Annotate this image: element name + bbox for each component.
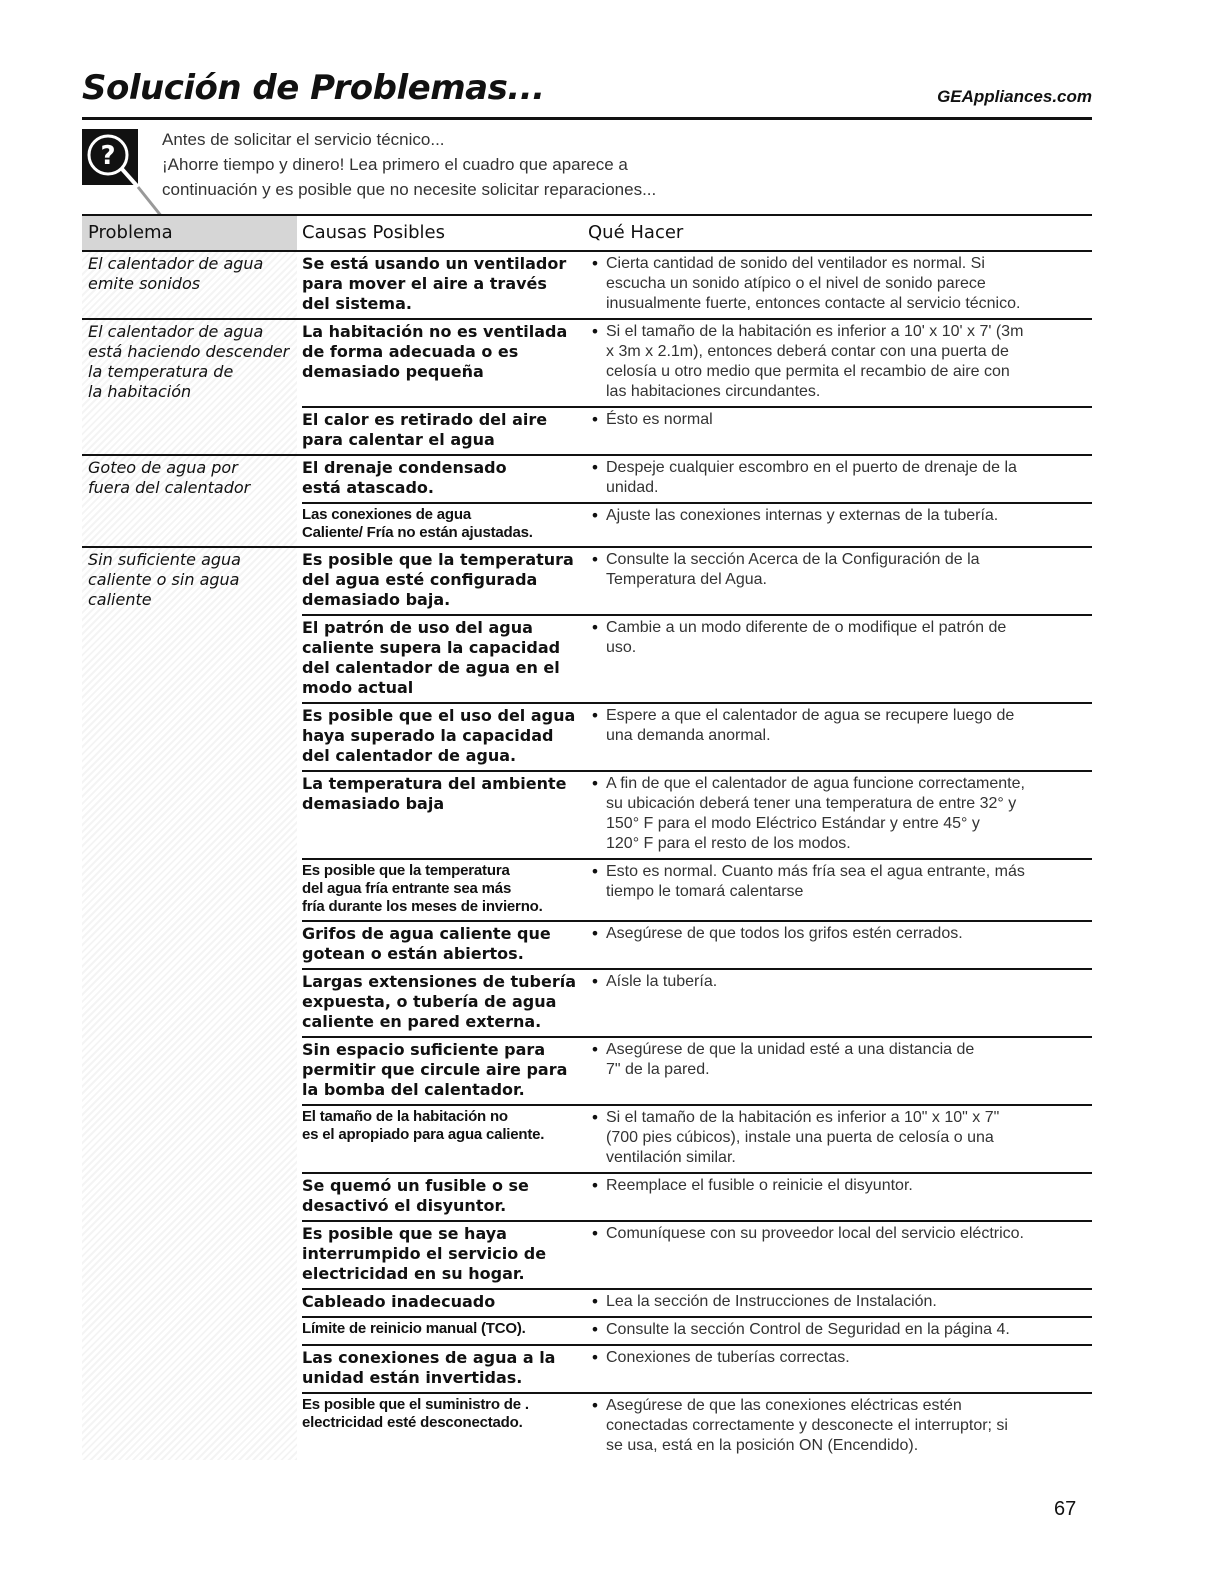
action-cell <box>606 1040 1092 1100</box>
site-url: GEAppliances.com <box>937 87 1092 106</box>
cause-line: es el apropiado para agua caliente. <box>302 1126 545 1143</box>
cause-line: El drenaje condensado <box>302 458 507 477</box>
action-line: inusualmente fuerte, entonces contacte al servicio técnico. <box>606 295 1021 312</box>
action-line: Si el tamaño de la habitación es inferior a 10" x 10" x 7" <box>606 1109 1000 1126</box>
action-cell <box>606 550 1092 610</box>
cause-cell <box>302 1348 584 1388</box>
bullet-icon: • <box>590 1348 600 1367</box>
table-row <box>302 1174 1092 1222</box>
bullet-icon: • <box>590 774 600 793</box>
bullet-icon: • <box>590 1292 600 1311</box>
action-line: Espere a que el calentador de agua se recupere luego de <box>606 707 1015 724</box>
action-cell <box>606 1224 1092 1284</box>
table-row <box>302 1394 1092 1460</box>
troubleshooting-table <box>82 214 1092 1460</box>
bullet-icon: • <box>590 1320 600 1339</box>
cause-line: de forma adecuada o es <box>302 342 519 361</box>
cause-cell <box>302 410 584 450</box>
cause-line: caliente supera la capacidad <box>302 638 561 657</box>
cause-cell <box>302 618 584 698</box>
page-header <box>82 68 1092 120</box>
question-magnifier-icon <box>82 129 138 185</box>
bullet-icon: • <box>590 322 600 341</box>
cause-line: del agua esté configurada <box>302 570 538 589</box>
cause-line: del calentador de agua. <box>302 746 517 765</box>
problem-line: El calentador de agua <box>88 322 264 341</box>
cause-line: demasiado baja <box>302 794 445 813</box>
cause-line: Sin espacio suficiente para <box>302 1040 546 1059</box>
cause-line: desactivó el disyuntor. <box>302 1196 507 1215</box>
cause-rows <box>302 252 1092 318</box>
cause-line: Las conexiones de agua <box>302 506 471 523</box>
cause-line: Es posible que la temperatura <box>302 862 510 879</box>
table-row <box>302 456 1092 504</box>
action-line: se usa, está en la posición ON (Encendido). <box>606 1437 919 1454</box>
cause-line: La habitación no es ventilada <box>302 322 568 341</box>
action-line: Temperatura del Agua. <box>606 571 767 588</box>
action-line: Aísle la tubería. <box>606 973 718 990</box>
cause-line: Es posible que la temperatura <box>302 550 574 569</box>
bullet-icon: • <box>590 706 600 725</box>
table-row <box>302 970 1092 1038</box>
table-row <box>302 772 1092 860</box>
cause-line: El patrón de uso del agua <box>302 618 533 637</box>
action-cell <box>606 706 1092 766</box>
cause-cell <box>302 972 584 1032</box>
action-line: 120° F para el resto de los modos. <box>606 835 851 852</box>
table-row <box>302 922 1092 970</box>
action-line: unidad. <box>606 479 659 496</box>
problem-cell <box>82 548 297 1460</box>
intro-text <box>162 127 656 202</box>
action-line: (700 pies cúbicos), instale una puerta de celosía o una <box>606 1129 994 1146</box>
cause-line: Las conexiones de agua a la <box>302 1348 556 1367</box>
table-row <box>302 1222 1092 1290</box>
action-line: tiempo le tomará calentarse <box>606 883 804 900</box>
cause-cell <box>302 506 584 542</box>
action-line: Si el tamaño de la habitación es inferior a 10' x 10' x 7' (3m <box>606 323 1024 340</box>
bullet-icon: • <box>590 254 600 273</box>
bullet-icon: • <box>590 924 600 943</box>
page-title: Solución de Problemas... <box>82 68 545 108</box>
action-line: x 3m x 2.1m), entonces deberá contar con una puerta de <box>606 343 1009 360</box>
bullet-icon: • <box>590 618 600 637</box>
action-cell <box>606 506 1092 542</box>
cause-cell <box>302 254 584 314</box>
problem-line: Sin suficiente agua <box>88 550 241 569</box>
intro-block <box>82 127 802 207</box>
cause-cell <box>302 458 584 498</box>
action-line: Cambie a un modo diferente de o modifique el patrón de <box>606 619 1007 636</box>
action-cell <box>606 458 1092 498</box>
problem-group <box>82 320 1092 456</box>
table-row <box>302 408 1092 454</box>
action-cell <box>606 322 1092 402</box>
cause-line: Es posible que se haya <box>302 1224 507 1243</box>
cause-line: está atascado. <box>302 478 434 497</box>
bullet-icon: • <box>590 550 600 569</box>
action-line: Ajuste las conexiones internas y externas de la tubería. <box>606 507 999 524</box>
table-row <box>302 548 1092 616</box>
action-line: las habitaciones circundantes. <box>606 383 821 400</box>
problem-line: caliente <box>88 590 152 609</box>
problem-line: la temperatura de <box>88 362 234 381</box>
action-line: Asegúrese de que todos los grifos estén cerrados. <box>606 925 963 942</box>
page-number: 67 <box>1054 1498 1077 1520</box>
intro-line: continuación y es posible que no necesite solicitar reparaciones... <box>162 180 657 199</box>
bullet-icon: • <box>590 506 600 525</box>
cause-line: demasiado baja. <box>302 590 451 609</box>
action-line: Consulte la sección Acerca de la Configuración de la <box>606 551 980 568</box>
action-cell <box>606 1348 1092 1388</box>
cause-rows <box>302 456 1092 546</box>
action-line: celosía u otro medio que permita el recambio de aire con <box>606 363 1010 380</box>
cause-line: para calentar el agua <box>302 430 495 449</box>
cause-cell <box>302 1292 584 1312</box>
action-cell <box>606 618 1092 698</box>
action-cell <box>606 1108 1092 1168</box>
action-line: una demanda anormal. <box>606 727 771 744</box>
problem-line: fuera del calentador <box>88 478 251 497</box>
cause-rows <box>302 548 1092 1460</box>
problem-group <box>82 548 1092 1460</box>
problem-line: El calentador de agua <box>88 254 264 273</box>
svg-text:?: ? <box>100 141 116 171</box>
cause-line: demasiado pequeña <box>302 362 484 381</box>
action-cell <box>606 924 1092 964</box>
action-line: 150° F para el modo Eléctrico Estándar y entre 45° y <box>606 815 980 832</box>
problem-line: la habitación <box>88 382 192 401</box>
action-cell <box>606 1320 1092 1340</box>
cause-line: El calor es retirado del aire <box>302 410 548 429</box>
action-cell <box>606 254 1092 314</box>
action-line: Asegúrese de que las conexiones eléctricas estén <box>606 1397 962 1414</box>
action-line: ventilación similar. <box>606 1149 736 1166</box>
bullet-icon: • <box>590 972 600 991</box>
bullet-icon: • <box>590 458 600 477</box>
action-cell <box>606 774 1092 854</box>
cause-line: expuesta, o tubería de agua <box>302 992 557 1011</box>
problem-group <box>82 456 1092 548</box>
bullet-icon: • <box>590 410 600 429</box>
table-row <box>302 1290 1092 1318</box>
cause-line: permitir que circule aire para <box>302 1060 568 1079</box>
intro-line: ¡Ahorre tiempo y dinero! Lea primero el cuadro que aparece a <box>162 155 628 174</box>
action-line: A fin de que el calentador de agua funcione correctamente, <box>606 775 1025 792</box>
cause-line: Es posible que el uso del agua <box>302 706 576 725</box>
cause-line: Es posible que el suministro de . <box>302 1396 529 1413</box>
cause-cell <box>302 1320 584 1340</box>
problem-group <box>82 252 1092 320</box>
cause-line: Largas extensiones de tubería <box>302 972 577 991</box>
cause-cell <box>302 322 584 402</box>
action-line: Conexiones de tuberías correctas. <box>606 1349 850 1366</box>
action-line: conectadas correctamente y desconecte el interruptor; si <box>606 1417 1008 1434</box>
table-header <box>82 216 1092 252</box>
action-line: Esto es normal. Cuanto más fría sea el agua entrante, más <box>606 863 1025 880</box>
action-cell <box>606 972 1092 1032</box>
cause-cell <box>302 862 584 916</box>
cause-line: la bomba del calentador. <box>302 1080 525 1099</box>
action-cell <box>606 1292 1092 1312</box>
action-cell <box>606 1396 1092 1456</box>
header-causes: Causas Posibles <box>302 222 445 243</box>
action-line: Reemplace el fusible o reinicie el disyuntor. <box>606 1177 913 1194</box>
table-row <box>302 1106 1092 1174</box>
cause-cell <box>302 1040 584 1100</box>
table-row <box>302 704 1092 772</box>
cause-cell <box>302 1108 584 1168</box>
header-problem: Problema <box>82 216 297 250</box>
action-line: 7" de la pared. <box>606 1061 710 1078</box>
problem-line: emite sonidos <box>88 274 201 293</box>
bullet-icon: • <box>590 862 600 881</box>
problem-cell <box>82 456 297 546</box>
cause-line: El tamaño de la habitación no <box>302 1108 508 1125</box>
table-row <box>302 616 1092 704</box>
action-line: su ubicación deberá tener una temperatura de entre 32° y <box>606 795 1017 812</box>
bullet-icon: • <box>590 1108 600 1127</box>
action-line: Consulte la sección Control de Seguridad en la página 4. <box>606 1321 1010 1338</box>
action-cell <box>606 1176 1092 1216</box>
cause-line: Caliente/ Fría no están ajustadas. <box>302 524 533 541</box>
bullet-icon: • <box>590 1176 600 1195</box>
cause-line: del calentador de agua en el <box>302 658 560 677</box>
cause-rows <box>302 320 1092 454</box>
cause-line: Grifos de agua caliente que <box>302 924 551 943</box>
cause-line: del agua fría entrante sea más <box>302 880 512 897</box>
cause-cell <box>302 924 584 964</box>
bullet-icon: • <box>590 1040 600 1059</box>
cause-line: unidad están invertidas. <box>302 1368 523 1387</box>
cause-line: Límite de reinicio manual (TCO). <box>302 1320 526 1337</box>
cause-cell <box>302 774 584 854</box>
table-row <box>302 252 1092 318</box>
bullet-icon: • <box>590 1396 600 1415</box>
cause-line: gotean o están abiertos. <box>302 944 524 963</box>
cause-line: electricidad en su hogar. <box>302 1264 525 1283</box>
table-row <box>302 1318 1092 1346</box>
action-cell <box>606 410 1092 450</box>
cause-line: caliente en pared externa. <box>302 1012 542 1031</box>
problem-line: Goteo de agua por <box>88 458 238 477</box>
cause-line: Cableado inadecuado <box>302 1292 496 1311</box>
action-line: Despeje cualquier escombro en el puerto de drenaje de la <box>606 459 1017 476</box>
action-cell <box>606 862 1092 916</box>
problem-cell <box>82 320 297 454</box>
action-line: Lea la sección de Instrucciones de Instalación. <box>606 1293 937 1310</box>
table-row <box>302 320 1092 408</box>
intro-line: Antes de solicitar el servicio técnico... <box>162 130 445 149</box>
table-row <box>302 860 1092 922</box>
cause-cell <box>302 1396 584 1456</box>
cause-cell <box>302 706 584 766</box>
table-row <box>302 1346 1092 1394</box>
cause-line: fría durante los meses de invierno. <box>302 898 543 915</box>
action-line: uso. <box>606 639 637 656</box>
problem-line: caliente o sin agua <box>88 570 240 589</box>
cause-cell <box>302 550 584 610</box>
cause-line: electricidad esté desconectado. <box>302 1414 523 1431</box>
bullet-icon: • <box>590 1224 600 1243</box>
action-line: Cierta cantidad de sonido del ventilador es normal. Si <box>606 255 985 272</box>
action-line: Comuníquese con su proveedor local del servicio eléctrico. <box>606 1225 1024 1242</box>
table-row <box>302 1038 1092 1106</box>
cause-cell <box>302 1224 584 1284</box>
cause-line: La temperatura del ambiente <box>302 774 567 793</box>
action-line: escucha un sonido atípico o el nivel de sonido parece <box>606 275 986 292</box>
problem-cell <box>82 252 297 318</box>
action-line: Asegúrese de que la unidad esté a una distancia de <box>606 1041 975 1058</box>
table-row <box>302 504 1092 546</box>
cause-line: interrumpido el servicio de <box>302 1244 547 1263</box>
cause-line: del sistema. <box>302 294 412 313</box>
header-what-to-do: Qué Hacer <box>588 222 684 243</box>
table-body <box>82 252 1092 1460</box>
cause-line: modo actual <box>302 678 414 697</box>
cause-line: Se está usando un ventilador <box>302 254 567 273</box>
action-line: Ésto es normal <box>606 411 713 428</box>
problem-line: está haciendo descender <box>88 342 290 361</box>
cause-line: para mover el aire a través <box>302 274 547 293</box>
cause-cell <box>302 1176 584 1216</box>
cause-line: haya superado la capacidad <box>302 726 554 745</box>
cause-line: Se quemó un fusible o se <box>302 1176 529 1195</box>
